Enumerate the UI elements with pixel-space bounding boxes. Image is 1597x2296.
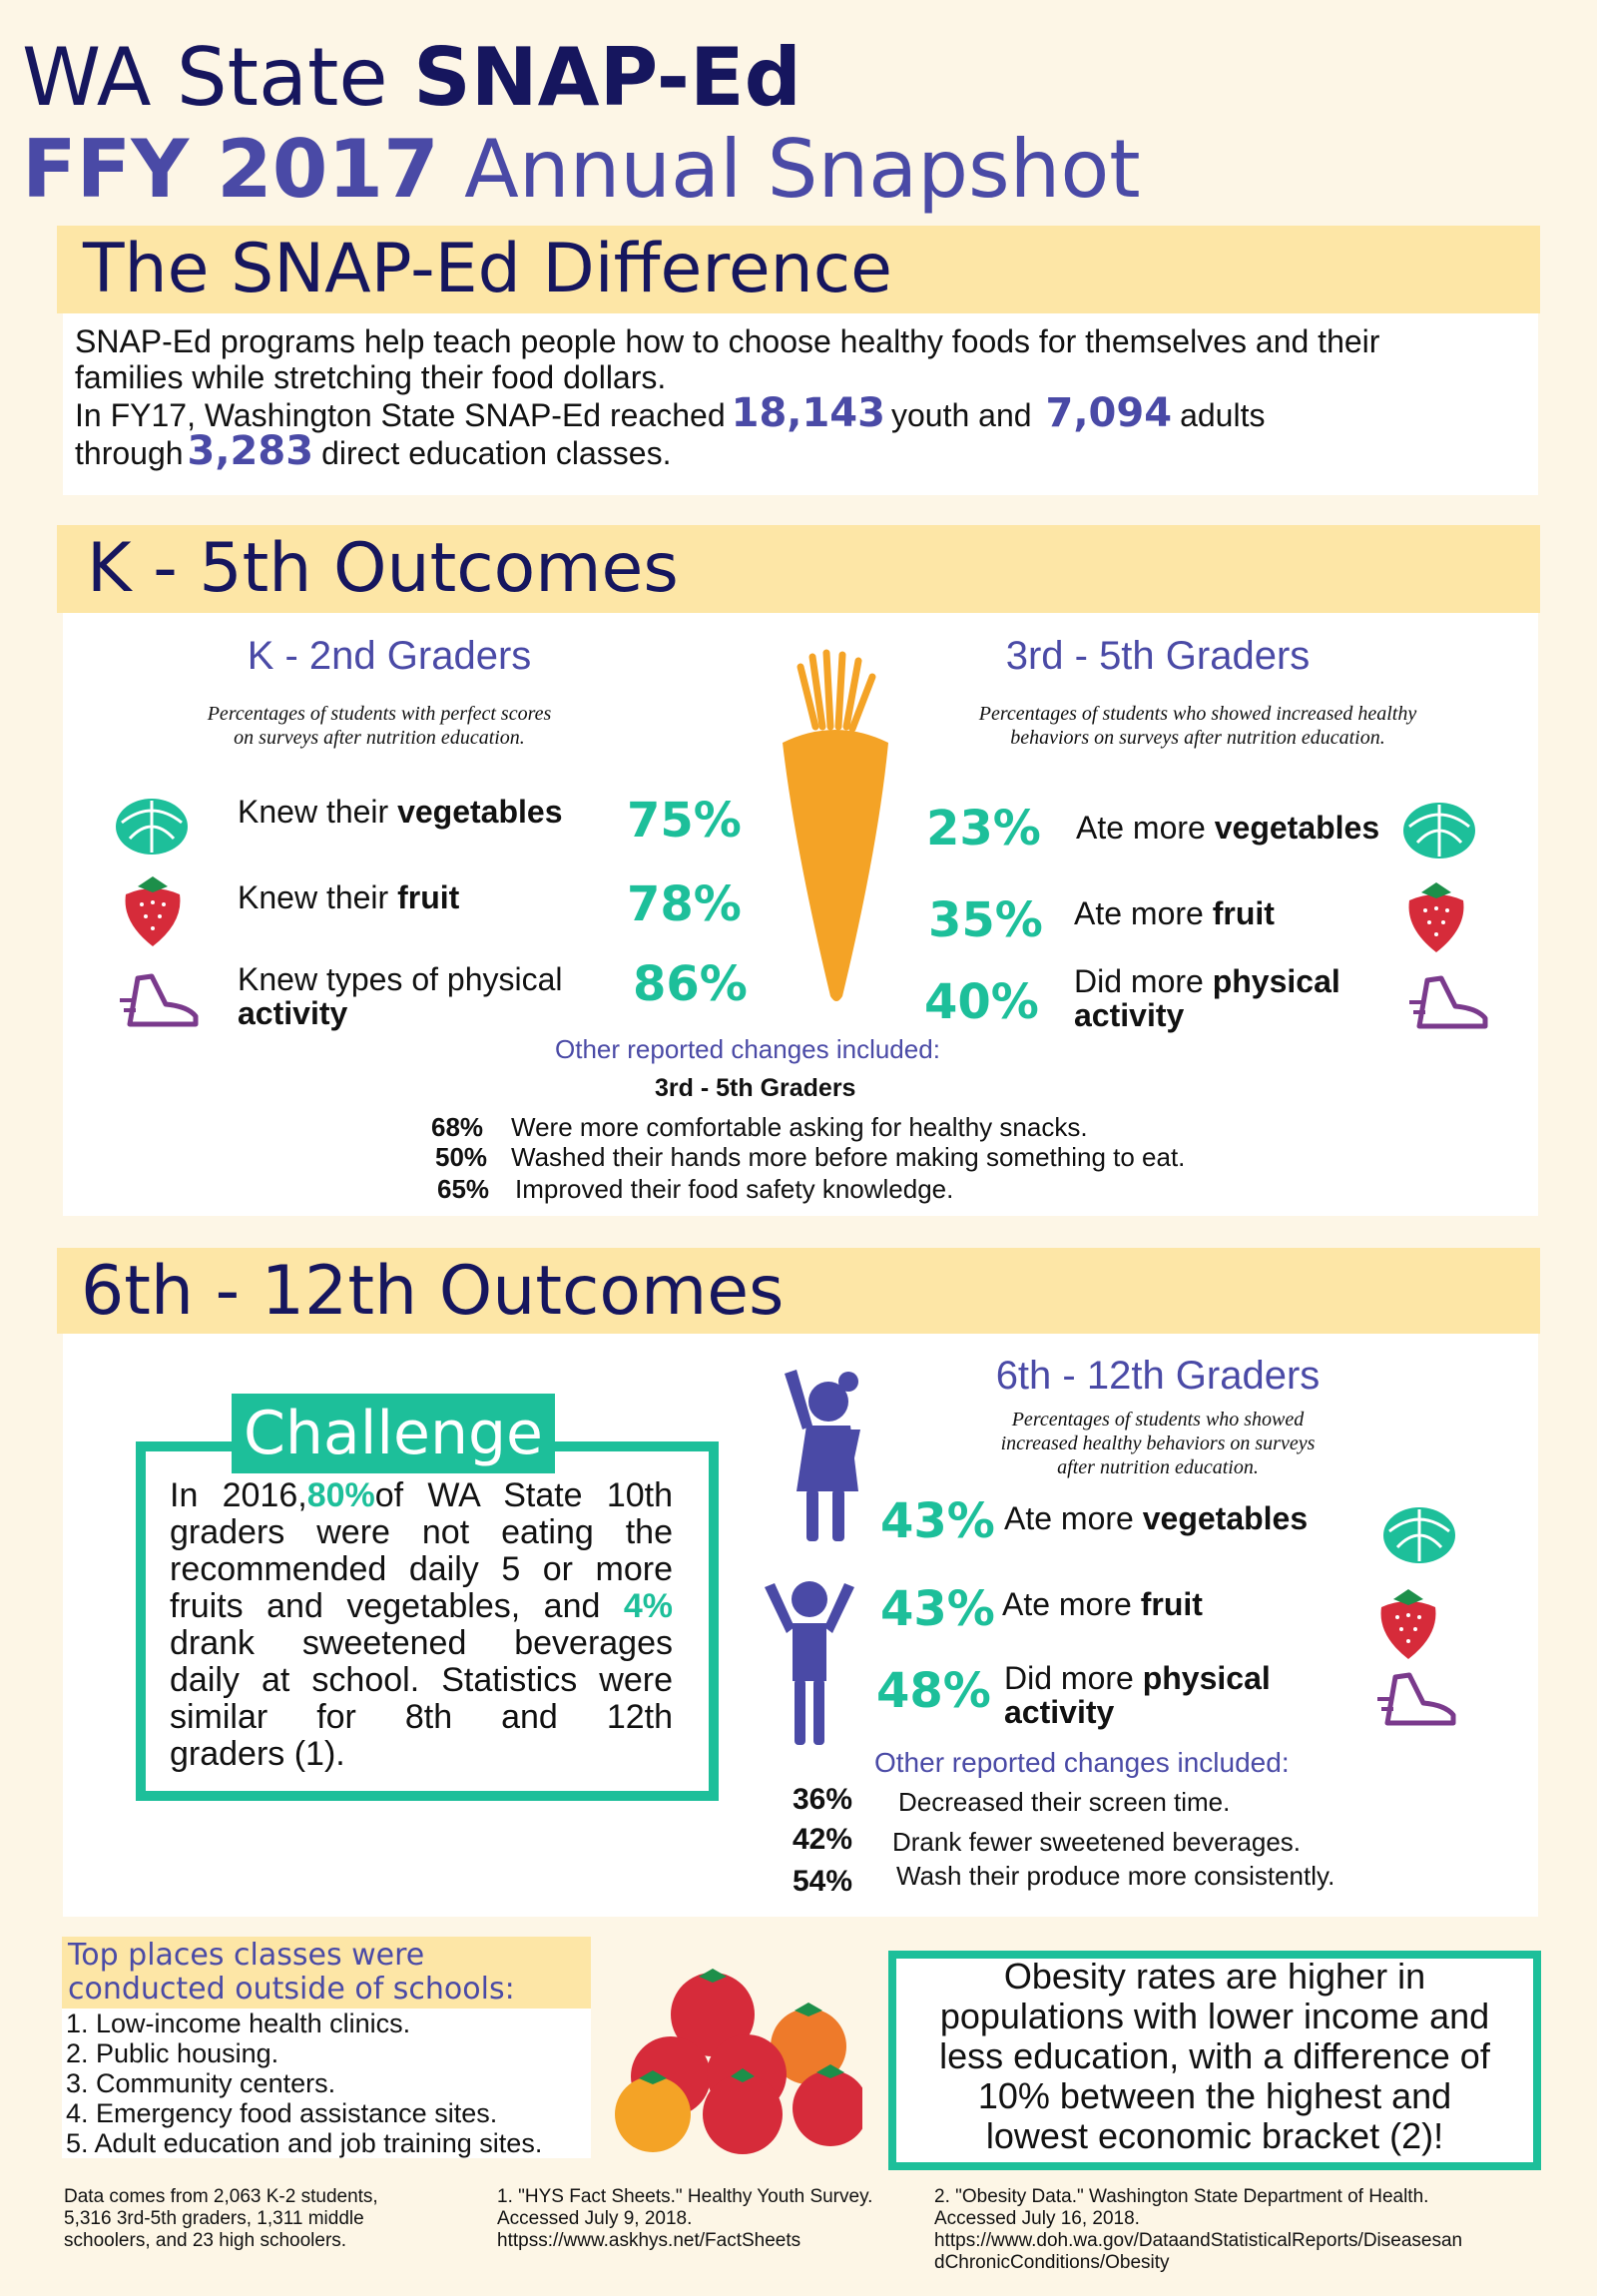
sneaker-icon xyxy=(118,970,200,1032)
cabbage-icon-2 xyxy=(1399,793,1479,862)
k5-band xyxy=(57,525,1540,613)
g612-other-pct-3: 54% xyxy=(793,1865,853,1898)
places-list xyxy=(62,2009,591,2158)
g35-row-activity: Did more physical activity xyxy=(1074,963,1340,1033)
difference-title: The SNAP-Ed Difference xyxy=(83,230,892,308)
footer-source-1: 1. "HYS Fact Sheets." Healthy Youth Survey. Accessed July 9, 2018. httpss://www.askhys.net/FactSheets xyxy=(497,2186,873,2251)
difference-band xyxy=(57,226,1540,313)
k5-other-text-3: Improved their food safety knowledge. xyxy=(515,1174,954,1204)
k5-other-pct-2: 50% xyxy=(435,1142,488,1172)
list-item: 1. Low-income health clinics. xyxy=(66,2009,411,2038)
g35-row-vegetables: Ate more vegetables xyxy=(1076,810,1380,846)
g35-row-fruit: Ate more fruit xyxy=(1074,895,1275,931)
g612-pct-activity: 48% xyxy=(876,1663,991,1719)
g612-other-text-2: Drank fewer sweetened beverages. xyxy=(892,1827,1302,1857)
challenge-title: Challenge xyxy=(232,1394,555,1473)
g612-row-fruit: Ate more fruit xyxy=(1002,1586,1203,1622)
k5-other-group: 3rd - 5th Graders xyxy=(655,1074,856,1102)
strawberry-icon xyxy=(118,872,188,948)
k2-row-activity: Knew types of physical activity xyxy=(238,961,563,1031)
g612-pct-vegetables: 43% xyxy=(880,1493,995,1549)
g612-note: Percentages of students who showed increased healthy behaviors on surveys after nutrition education. xyxy=(1000,1409,1316,1478)
youth-count: 18,143 xyxy=(731,390,885,436)
k5-other-pct-1: 68% xyxy=(431,1112,484,1142)
carrot-icon xyxy=(761,647,910,1006)
challenge-text: In 2016,80%of WA State 10th graders were not eating the recommended daily 5 or more fruits and vegetables, and 4% drank sweetened beverages daily at school. Statistics were similar for 8th and 12th graders (1). xyxy=(170,1476,674,1773)
g35-pct-vegetables: 23% xyxy=(926,801,1041,857)
tomatoes-icon xyxy=(613,1965,862,2164)
g612-pct-fruit: 43% xyxy=(880,1581,995,1637)
g35-pct-fruit: 35% xyxy=(928,892,1043,948)
sneaker-icon-2 xyxy=(1407,972,1489,1034)
list-item: 3. Community centers. xyxy=(66,2068,336,2098)
k2-note: Percentages of students with perfect scores on surveys after nutrition education. xyxy=(207,703,552,749)
k2-pct-vegetables: 75% xyxy=(627,793,742,849)
page-title xyxy=(22,32,1141,216)
cabbage-icon xyxy=(112,789,192,859)
k5-other-text-2: Washed their hands more before making something to eat. xyxy=(511,1142,1186,1172)
g612-other-pct-2: 42% xyxy=(793,1823,853,1856)
list-item: 4. Emergency food assistance sites. xyxy=(66,2098,498,2128)
k2-pct-fruit: 78% xyxy=(627,876,742,932)
class-count: 3,283 xyxy=(187,428,314,474)
k5-other-title: Other reported changes included: xyxy=(555,1034,940,1064)
difference-panel xyxy=(63,313,1538,495)
g612-other-text-1: Decreased their screen time. xyxy=(898,1787,1231,1817)
places-title: Top places classes were conducted outside of schools: xyxy=(62,1937,591,2009)
title-line-1: WA State SNAP-Ed xyxy=(22,31,801,124)
girl-icon xyxy=(767,1364,876,1543)
obesity-text: Obesity rates are higher in populations with lower income and less education, with a difference of 10% between the highest and lowest economic bracket (2)! xyxy=(939,1956,1490,2156)
g612-other-pct-1: 36% xyxy=(793,1783,853,1816)
boy-icon xyxy=(755,1577,864,1747)
g35-note: Percentages of students who showed increased healthy behaviors on surveys after nutrition education. xyxy=(978,703,1417,749)
list-item: 5. Adult education and job training sites. xyxy=(66,2128,543,2158)
g35-pct-activity: 40% xyxy=(924,974,1039,1030)
k2-pct-activity: 86% xyxy=(633,956,748,1012)
difference-text: SNAP-Ed programs help teach people how to choose healthy foods for themselves and their families while stretching their food dollars. In FY17, Washington State SNAP-Ed reached 18,143 youth and 7,094 adults through 3,283 direct education classes. xyxy=(75,323,1380,474)
k5-title: K - 5th Outcomes xyxy=(87,529,679,608)
strawberry-icon-3 xyxy=(1373,1585,1443,1661)
g612-band xyxy=(57,1248,1540,1334)
g612-graders-title: 6th - 12th Graders xyxy=(995,1354,1321,1398)
k2-row-fruit: Knew their fruit xyxy=(238,879,460,915)
footer-data-note: Data comes from 2,063 K-2 students, 5,316 3rd-5th graders, 1,311 middle schoolers, and 23 high schoolers. xyxy=(64,2186,378,2251)
g612-other-text-3: Wash their produce more consistently. xyxy=(896,1861,1335,1891)
g612-row-vegetables: Ate more vegetables xyxy=(1004,1500,1309,1536)
g612-other-title: Other reported changes included: xyxy=(874,1747,1290,1778)
g612-row-activity: Did more physical activity xyxy=(1004,1660,1271,1730)
cabbage-icon-3 xyxy=(1379,1497,1459,1567)
k2-title: K - 2nd Graders xyxy=(247,634,532,678)
k2-row-vegetables: Knew their vegetables xyxy=(238,794,563,830)
k5-other-pct-3: 65% xyxy=(437,1174,490,1204)
k5-other-text-1: Were more comfortable asking for healthy snacks. xyxy=(511,1112,1088,1142)
strawberry-icon-2 xyxy=(1401,878,1471,954)
footer-source-2: 2. "Obesity Data." Washington State Department of Health. Accessed July 16, 2018. https://www.doh.wa.gov/DataandStatisticalReports/Diseasesan dChronicConditions/Obesity xyxy=(934,2186,1463,2273)
g612-title: 6th - 12th Outcomes xyxy=(81,1252,785,1331)
g35-title: 3rd - 5th Graders xyxy=(1005,634,1311,678)
list-item: 2. Public housing. xyxy=(66,2038,279,2068)
sneaker-icon-3 xyxy=(1375,1669,1457,1731)
title-line-2: FFY 2017 Annual Snapshot xyxy=(22,123,1141,216)
adult-count: 7,094 xyxy=(1045,390,1173,436)
